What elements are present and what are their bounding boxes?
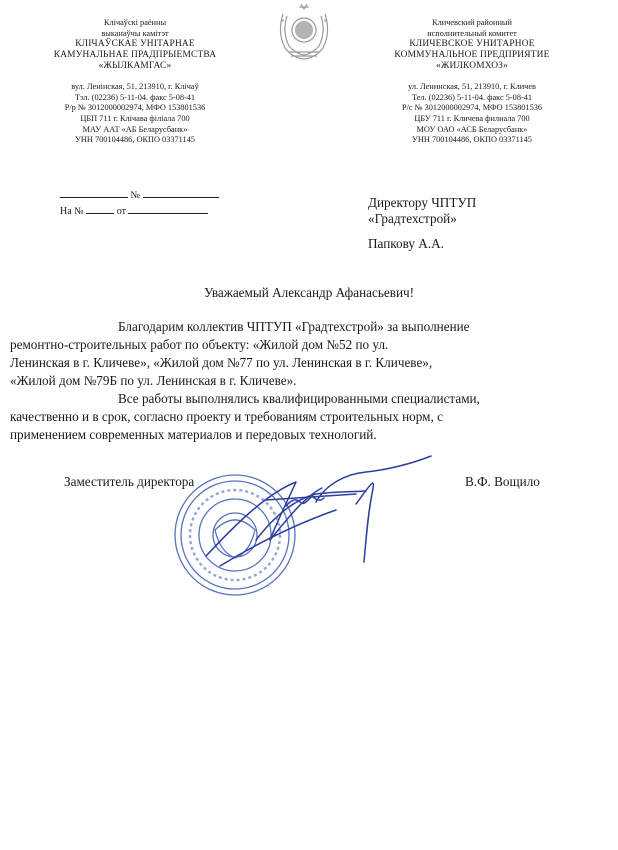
state-emblem-icon <box>271 2 337 62</box>
incoming-number-blank <box>86 204 114 214</box>
outgoing-ref-line <box>60 188 219 201</box>
org-tax-ids: УНН 700104486, ОКПО 03371145 <box>75 135 195 145</box>
org-bank-branch: ЦБП 711 г. Клічава філіала 700 <box>80 113 190 123</box>
body-line: качественно и в срок, согласно проекту и требованиям строительных норм, с <box>10 409 443 424</box>
org-name-line3: «ЖИЛКОМХОЗ» <box>436 61 508 72</box>
body-paragraph-1 <box>10 318 549 390</box>
org-name-line1: КЛІЧАЎСКАЕ УНІТАРНАЕ <box>75 39 195 50</box>
addressee-position: Директору ЧПТУП <box>368 195 477 210</box>
org-bank-branch: ЦБУ 711 г. Кличева филиала 700 <box>414 113 530 123</box>
org-name-line2: КОММУНАЛЬНОЕ ПРЕДПРИЯТИЕ <box>394 50 550 61</box>
body-line: применением современных материалов и передовых технологий. <box>10 427 377 442</box>
addressee-company: «Градтехстрой» <box>368 211 457 226</box>
org-name-line1: КЛИЧЕВСКОЕ УНИТАРНОЕ <box>409 39 535 50</box>
number-blank <box>143 188 219 198</box>
letterhead-left <box>40 18 230 146</box>
salutation: Уважаемый Александр Афанасьевич! <box>203 285 415 300</box>
body-paragraph-2 <box>10 390 549 444</box>
org-phone: Тэл. (02236) 5-11-04. факс 5-08-41 <box>74 92 196 102</box>
from-label: от <box>116 206 126 217</box>
org-bank: МАУ ААТ «АБ Беларусбанк» <box>82 124 188 134</box>
addressee-name: Папкову А.А. <box>368 236 444 251</box>
body-line: ремонтно-строительных работ по объекту: «Жилой дом №52 по ул. <box>10 337 389 352</box>
body-line: Благодарим коллектив ЧПТУП «Градтехстрой» за выполнение <box>118 319 470 334</box>
org-bank: МОУ ОАО «АСБ Беларусбанк» <box>416 124 528 134</box>
org-address: вул. Ленінская, 51, 213910, г. Клічаў <box>71 82 199 92</box>
number-sign: № <box>130 190 141 201</box>
on-number-label: На № <box>60 206 84 217</box>
body-line: Ленинская в г. Кличеве», «Жилой дом №77 по ул. Ленинская в г. Кличеве», <box>10 355 433 370</box>
signatory-name: В.Ф. Вощило <box>465 474 540 489</box>
org-name-line2: КАМУНАЛЬНАЕ ПРАДПРЫЕМСТВА <box>53 50 217 61</box>
body-line: «Жилой дом №79Б по ул. Ленинская в г. Кличеве». <box>10 373 297 388</box>
org-parent-line1: Кличевский районный <box>432 18 512 27</box>
signatory-title: Заместитель директора <box>64 474 195 489</box>
date-blank <box>60 188 128 198</box>
body-line: Все работы выполнялись квалифицированными специалистами, <box>118 391 480 406</box>
org-parent-line1: Клічаўскі раённы <box>103 18 167 27</box>
org-address: ул. Ленинская, 51, 213910, г. Кличев <box>408 82 536 92</box>
org-tax-ids: УНН 700104486, ОКПО 03371145 <box>412 135 532 145</box>
incoming-ref-line <box>60 204 208 217</box>
handwritten-signature-icon <box>196 444 436 574</box>
org-account: Р/р № 3012000002974, МФО 153801536 <box>64 103 206 113</box>
org-name-line3: «ЖЫЛКАМГАС» <box>98 61 172 72</box>
org-account: Р/с № 3012000002974, МФО 153801536 <box>401 103 543 113</box>
org-phone: Тел. (02236) 5-11-04. факс 5-08-41 <box>411 92 533 102</box>
incoming-date-blank <box>128 204 208 214</box>
letterhead-right <box>372 18 572 146</box>
org-parent-line2: исполнительный комитет <box>427 28 517 38</box>
org-parent-line2: выканаўчы камітэт <box>101 28 169 38</box>
